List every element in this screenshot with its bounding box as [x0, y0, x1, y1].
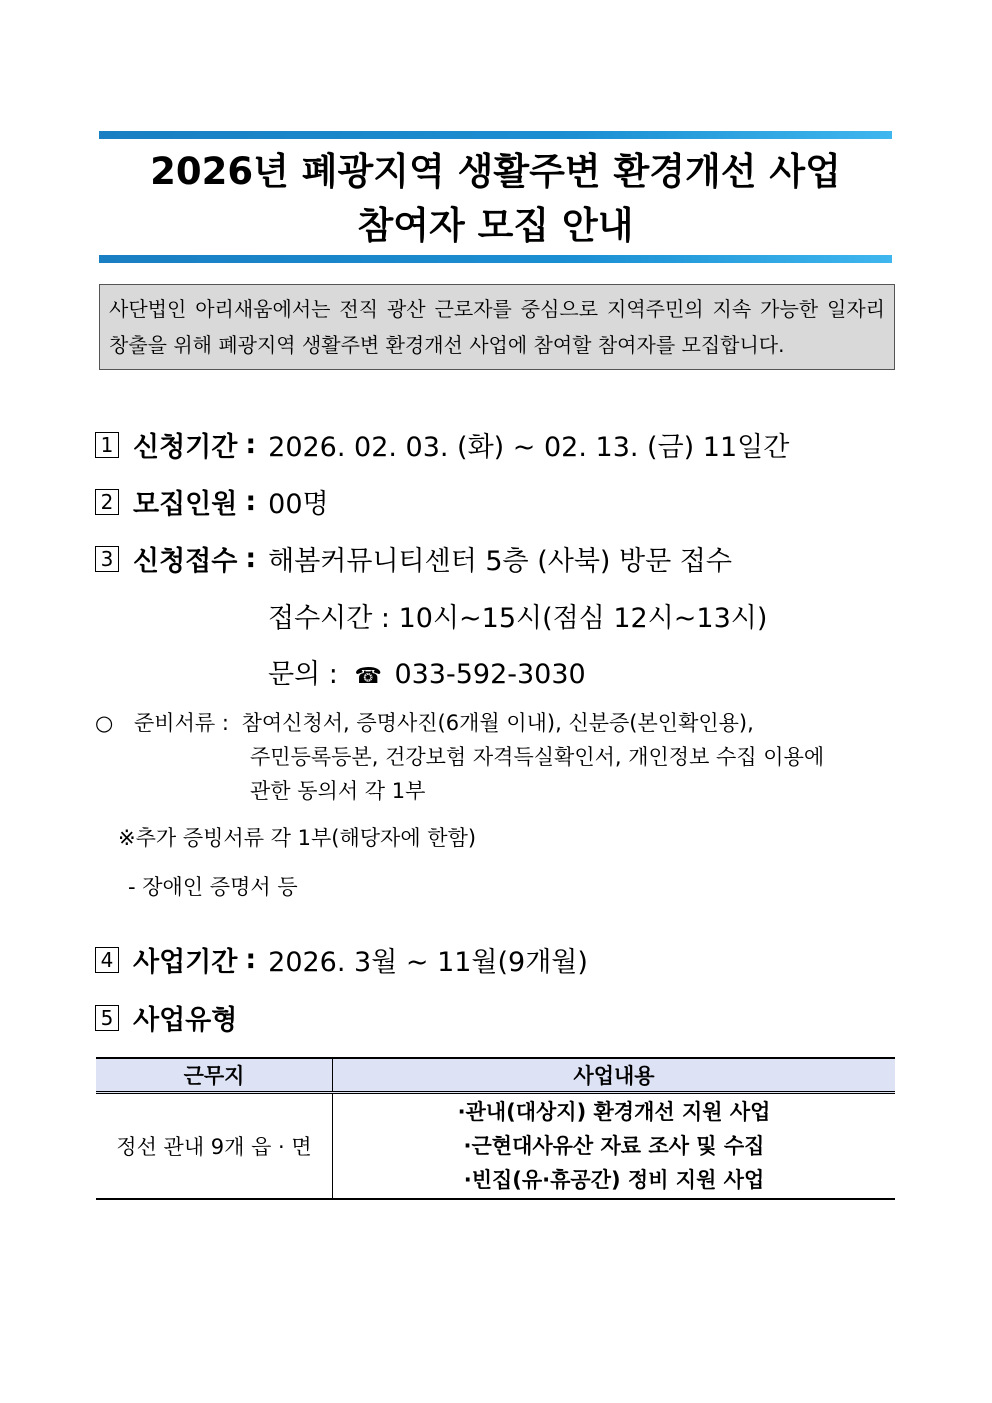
- item-colon: :: [245, 944, 257, 975]
- page-title: [99, 139, 892, 255]
- content-item: ·빈집(유·휴공간) 정비 지원 사업: [463, 1168, 765, 1192]
- documents-label: 준비서류 :: [134, 711, 229, 735]
- table-row: [96, 1093, 895, 1200]
- content-cell: [333, 1093, 896, 1200]
- item-project-type: [95, 998, 237, 1037]
- item-value: 해봄커뮤니티센터 5층 (사북) 방문 접수: [268, 546, 732, 577]
- item-application-period: [95, 425, 789, 464]
- item-colon: :: [245, 543, 257, 574]
- phone-icon: ☎: [354, 664, 382, 689]
- extra-documents-note: ※추가 증빙서류 각 1부(해당자에 한함): [118, 826, 477, 850]
- item-application-place: [95, 539, 732, 578]
- item-value: 2026. 02. 03. (화) ~ 02. 13. (금) 11일간: [268, 432, 790, 463]
- column-header-location: 근무지: [96, 1058, 333, 1093]
- item-project-period: [95, 940, 588, 979]
- project-type-table: [96, 1057, 895, 1200]
- content-item: ·관내(대상지) 환경개선 지원 사업: [457, 1100, 771, 1124]
- item-label: 사업유형: [133, 1005, 238, 1036]
- title-line-2: 참여자 모집 안내: [357, 204, 634, 247]
- intro-box: 사단법인 아리새움에서는 전직 광산 근로자를 중심으로 지역주민의 지속 가능한 일자리 창출을 위해 폐광지역 생활주변 환경개선 사업에 참여할 참여자를 모집합니다.: [99, 284, 895, 370]
- item-number: 2: [95, 489, 119, 515]
- title-line-1: 2026년 폐광지역 생활주변 환경개선 사업: [150, 150, 841, 193]
- contact-label: 문의 :: [268, 659, 338, 690]
- item-value: 00명: [268, 489, 329, 520]
- required-documents: [95, 706, 824, 808]
- phone-number: 033-592-3030: [394, 659, 586, 690]
- column-header-content: 사업내용: [333, 1058, 896, 1093]
- item-recruitment-count: [95, 482, 329, 521]
- item-label: 사업기간: [133, 947, 238, 978]
- item-label: 신청기간: [133, 432, 238, 463]
- item-label: 모집인원: [133, 489, 238, 520]
- item-value: 2026. 3월 ~ 11월(9개월): [268, 947, 588, 978]
- item-number: 1: [95, 432, 119, 458]
- title-block: [99, 131, 892, 263]
- extra-documents-item: - 장애인 증명서 등: [128, 875, 298, 899]
- item-label: 신청접수: [133, 546, 238, 577]
- contact-line: [268, 652, 586, 691]
- reception-hours: 접수시간 : 10시~15시(점심 12시~13시): [268, 603, 768, 634]
- bullet-icon: ○: [95, 711, 114, 735]
- documents-line-3: 관한 동의서 각 1부: [250, 779, 426, 803]
- documents-line-2: 주민등록등본, 건강보험 자격득실확인서, 개인정보 수집 이용에: [250, 745, 825, 769]
- title-top-bar: [99, 131, 892, 139]
- table-header-row: [96, 1058, 895, 1093]
- title-bottom-bar: [99, 255, 892, 263]
- item-number: 4: [95, 947, 119, 973]
- item-colon: :: [245, 429, 257, 460]
- content-item: ·근현대사유산 자료 조사 및 수집: [463, 1134, 765, 1158]
- item-number: 5: [95, 1005, 119, 1031]
- item-number: 3: [95, 546, 119, 572]
- documents-line-1: 참여신청서, 증명사진(6개월 이내), 신분증(본인확인용),: [241, 711, 754, 735]
- location-cell: 정선 관내 9개 읍 · 면: [96, 1093, 333, 1200]
- item-colon: :: [245, 486, 257, 517]
